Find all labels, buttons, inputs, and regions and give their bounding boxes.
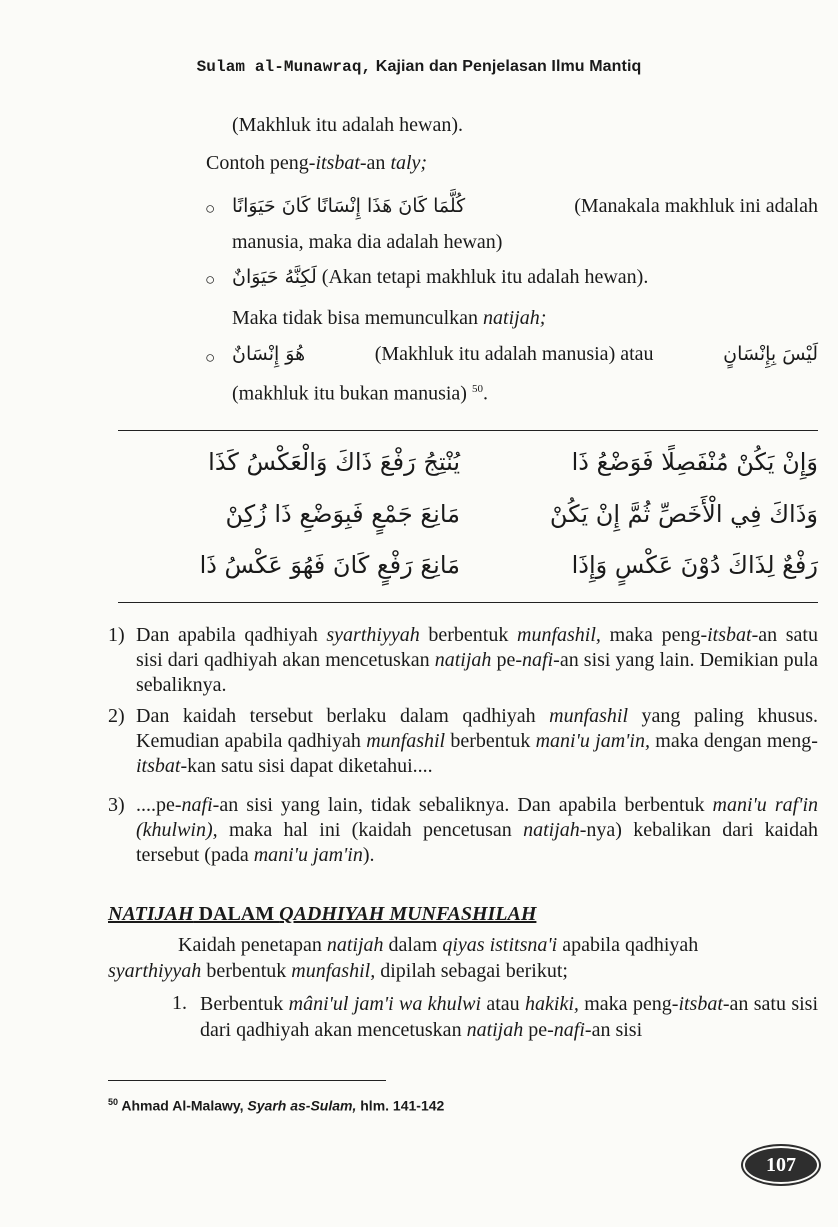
bullet-3-text-cont: [232, 376, 488, 407]
bullet-3-arabic-2: لَيْسَ بِإِنْسَانٍ: [723, 343, 818, 365]
bullet-1-text: (Manakala makhluk ini adalah: [574, 195, 818, 217]
bullet-icon: ○: [205, 199, 216, 218]
footnote-title: Syarh as-Sulam,: [247, 1097, 357, 1114]
item-1-text: Dan apabila qadhiyah syarthiyyah berbentuk munfashil, maka peng-itsbat-an satu sisi dari qadhiyah akan mencetuskan natijah pe-nafi-an sisi yang lain. Demikian pula sebaliknya.: [136, 624, 819, 696]
item-2-number: 2): [108, 705, 125, 727]
item-3-text: ....pe-nafi-an sisi yang lain, tidak sebaliknya. Dan apabila berbentuk mani'u raf'in (khulwin), maka hal ini (kaidah pencetusan natijah-nya) kebalikan dari kaidah tersebut (pada mani'u jam'in).: [136, 794, 819, 866]
footnote-author: Ahmad Al-Malawy,: [121, 1097, 248, 1114]
item-1-number: 1): [108, 624, 125, 646]
paragraph-kaidah: Kaidah penetapan natijah dalam qiyas istitsna'i apabila qadhiyah syarthiyyah berbentuk munfashil, dipilah sebagai berikut;: [108, 934, 699, 982]
bullet-icon: ○: [205, 270, 216, 289]
line-contoh: [206, 150, 427, 176]
tidak-bisa-text: Maka tidak bisa memunculkan: [232, 307, 484, 329]
contoh-itsbat: itsbat: [315, 152, 360, 174]
bullet-1-arabic: كُلَّمَا كَانَ هَذَا إِنْسَانًا كَانَ حَيَوَانًا: [232, 195, 466, 217]
bullet-2-line: [232, 264, 648, 290]
bullet-1-text-cont: manusia, maka dia adalah hewan): [232, 231, 503, 253]
verse-3-left: مَانِعَ رَفْعٍ كَانَ فَهُوَ عَكْسُ ذَا: [199, 551, 460, 579]
bullet-2-arabic: لَكِنَّهُ حَيَوَانٌ: [232, 266, 317, 288]
numbered-item-1-text: Berbentuk mâni'ul jam'i wa khulwi atau hakiki, maka peng-itsbat-an satu sisi dari qadhiyah akan mencetuskan natijah pe-nafi-an sisi: [200, 993, 819, 1041]
verse-top-rule: [118, 430, 818, 431]
running-header: [0, 58, 838, 76]
heading-qadhiyah: QADHIYAH MUNFASHILAH: [279, 903, 537, 925]
verse-1-left: يُنْتِجُ رَفْعَ ذَاكَ وَالْعَكْسُ كَذَا: [208, 448, 460, 476]
header-title-rest: Kajian dan Penjelasan Ilmu Mantiq: [371, 58, 642, 75]
section-heading: [108, 903, 536, 926]
bullet-1-line: [232, 193, 818, 219]
item-2-text: Dan kaidah tersebut berlaku dalam qadhiyah munfashil yang paling khusus. Kemudian apabila qadhiyah munfashil berbentuk mani'u jam'in, maka dengan meng-itsbat-kan satu sisi dapat diketahui....: [136, 705, 819, 777]
verse-2-right: وَذَاكَ فِي الْأَخَصِّ ثُمَّ إِنْ يَكُنْ: [549, 500, 818, 528]
contoh-text: Contoh peng-: [206, 152, 316, 174]
bullet-3-arabic: هُوَ إِنْسَانٌ: [232, 343, 306, 365]
heading-natijah: NATIJAH: [108, 903, 194, 925]
line-makhluk-hewan: (Makhluk itu adalah hewan).: [232, 114, 464, 136]
item-3-number: 3): [108, 794, 125, 816]
bullet-2-text: (Akan tetapi makhluk itu adalah hewan).: [321, 266, 649, 288]
bullet-3-text-2: (makhluk itu bukan manusia): [232, 382, 467, 405]
contoh-an: -an: [359, 152, 391, 174]
verse-bottom-rule: [118, 602, 818, 603]
heading-dalam: DALAM: [193, 903, 280, 925]
verse-2-left: مَانِعَ جَمْعٍ فَبِوَضْعِ ذَا زُكِنْ: [225, 500, 460, 528]
page-number-badge: 107: [745, 1148, 817, 1182]
line-tidak-bisa: [232, 305, 546, 331]
bullet-icon: ○: [205, 348, 216, 367]
footnote-rule: [108, 1080, 386, 1081]
verse-3-right: رَفْعٌ لِذَاكَ دُوْنَ عَكْسٍ وَإِذَا: [571, 551, 818, 579]
tidak-bisa-natijah: natijah;: [483, 307, 547, 329]
footnote-pages: hlm. 141-142: [356, 1097, 445, 1114]
bullet-3-text: (Makhluk itu adalah manusia) atau: [374, 343, 654, 365]
footnote: [108, 1097, 444, 1114]
header-title-mono: Sulam al-Munawraq,: [196, 58, 372, 76]
footnote-ref: 50: [471, 383, 483, 395]
contoh-taly: taly;: [390, 152, 428, 174]
bullet-3-period: .: [482, 382, 488, 405]
footnote-number: 50: [108, 1097, 119, 1107]
verse-1-right: وَإِنْ يَكُنْ مُنْفَصِلًا فَوَضْعُ ذَا: [571, 448, 818, 476]
bullet-3-line: [232, 341, 818, 367]
